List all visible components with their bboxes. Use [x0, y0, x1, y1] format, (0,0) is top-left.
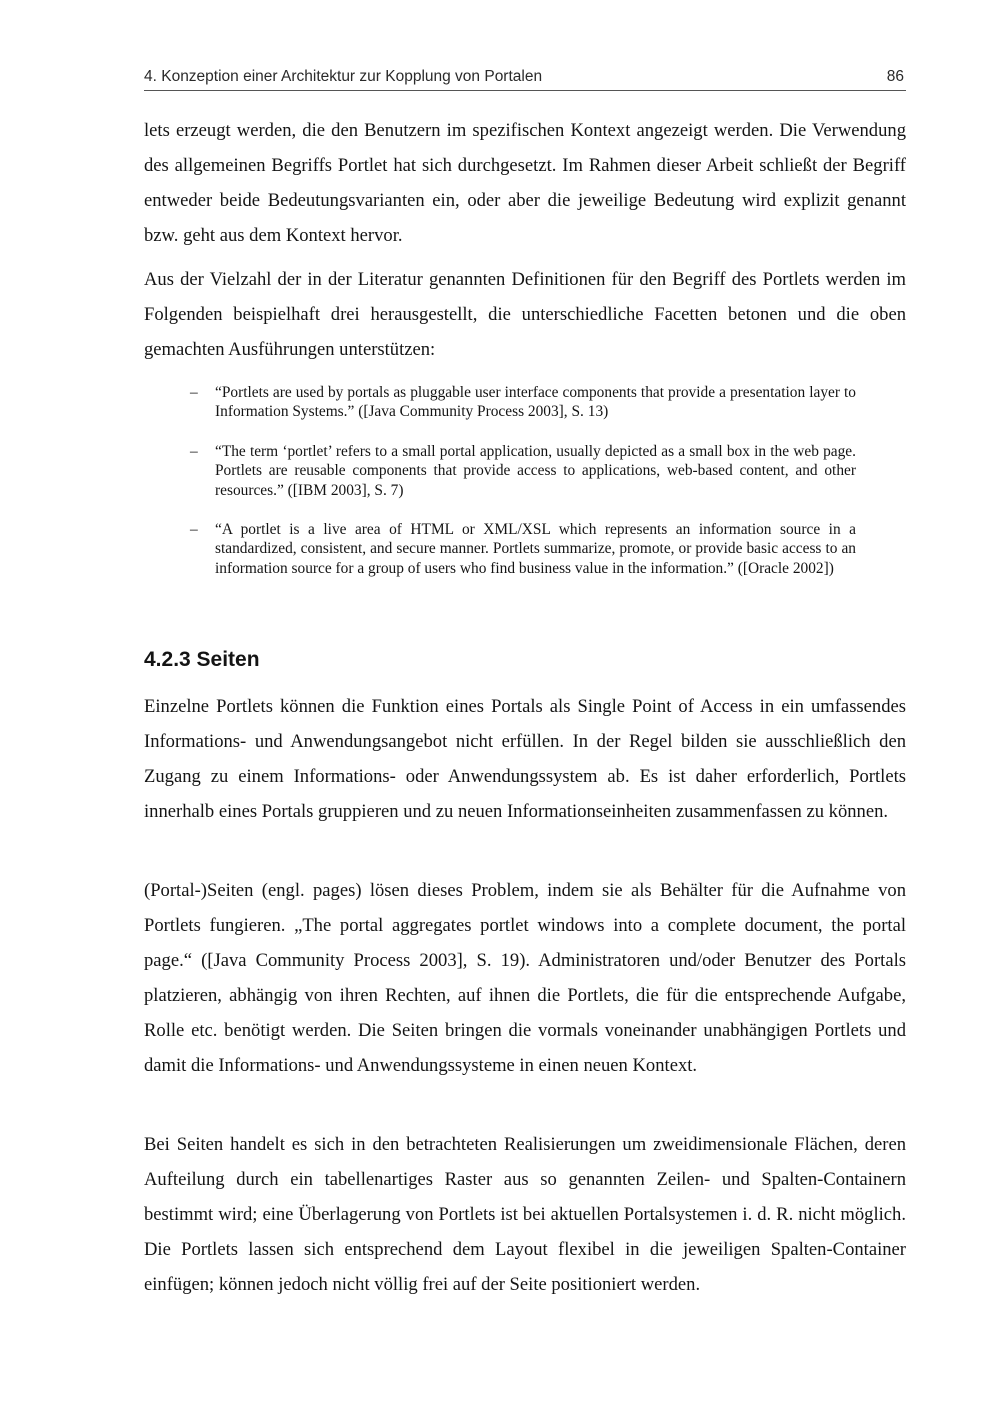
- quote-text: “A portlet is a live area of HTML or XML/XSL which represents an information source in a standardized, consistent, and secure manner. Portlets summarize, promote, or provide basic access to an information source for a group of users who find business value in the information.” ([Oracle 2002]): [215, 521, 856, 577]
- quote-item: [144, 442, 906, 500]
- dash-bullet-icon: –: [190, 442, 198, 460]
- paragraph-continuation: lets erzeugt werden, die den Benutzern im spezifischen Kontext angezeigt werden. Die Verwendung des allgemeinen Begriffs Portlet hat sich durchgesetzt. Im Rahmen dieser Arbeit schließt der Begriff entweder beide Bedeutungsvarianten ein, oder aber die jeweilige Bedeutung wird explizit genannt bzw. geht aus dem Kontext hervor.: [144, 120, 906, 246]
- paragraph-seiten-2: (Portal-)Seiten (engl. pages) lösen dieses Problem, indem sie als Behälter für die Aufnahme von Portlets fungieren. „The portal aggregates portlet windows into a complete document, the portal page.“ ([Java Community Process 2003], S. 19). Administratoren und/oder Benutzer des Portals platzieren, abhängig von ihren Rechten, auf ihnen die Portlets, die für die entsprechende Aufgabe, Rolle etc. benötigt werden. Die Seiten bringen die vormals voneinander unabhängigen Portlets und damit die Informations- und Anwendungssysteme in einen neuen Kontext.: [144, 880, 906, 1076]
- page-number: 86: [886, 68, 904, 85]
- paragraph-seiten-3: Bei Seiten handelt es sich in den betrachteten Realisierungen um zweidimensionale Flächen, deren Aufteilung durch ein tabellenartiges Raster aus so genannten Zeilen- und Spalten-Containern bestimmt wird; eine Überlagerung von Portlets ist bei aktuellen Portalsystemen i. d. R. nicht möglich. Die Portlets lassen sich entsprechend dem Layout flexibel in die jeweiligen Spalten-Container einfügen; können jedoch nicht völlig frei auf der Seite positioniert werden.: [144, 1134, 906, 1295]
- running-header: [144, 66, 906, 91]
- dash-bullet-icon: –: [190, 384, 198, 401]
- definition-quote-list: [144, 383, 906, 578]
- quote-text: “Portlets are used by portals as pluggable user interface components that provide a presentation layer to Information Systems.” ([Java Community Process 2003], S. 13): [215, 384, 856, 421]
- section-heading: 4.2.3 Seiten: [144, 648, 260, 671]
- dash-bullet-icon: –: [190, 521, 198, 539]
- quote-item: [144, 520, 906, 578]
- quote-item: [144, 383, 906, 422]
- chapter-title: 4. Konzeption einer Architektur zur Kopplung von Portalen: [144, 68, 543, 85]
- paragraph-seiten-1: Einzelne Portlets können die Funktion eines Portals als Single Point of Access in ein umfassendes Informations- und Anwendungsangebot nicht erfüllen. In der Regel bilden sie ausschließlich den Zugang zu einem Informations- oder Anwendungssystem ab. Es ist daher erforderlich, Portlets innerhalb eines Portals gruppieren und zu neuen Informationseinheiten zusammenfassen zu können.: [144, 696, 906, 822]
- paragraph-definitions-intro: Aus der Vielzahl der in der Literatur genannten Definitionen für den Begriff des Portlets werden im Folgenden beispielhaft drei herausgestellt, die unterschiedliche Facetten betonen und die oben gemachten Ausführungen unterstützen:: [144, 269, 906, 360]
- quote-text: “The term ‘portlet’ refers to a small portal application, usually depicted as a small box in the web page. Portlets are reusable components that provide access to applications, web-based content, and other resources.” ([IBM 2003], S. 7): [215, 442, 856, 499]
